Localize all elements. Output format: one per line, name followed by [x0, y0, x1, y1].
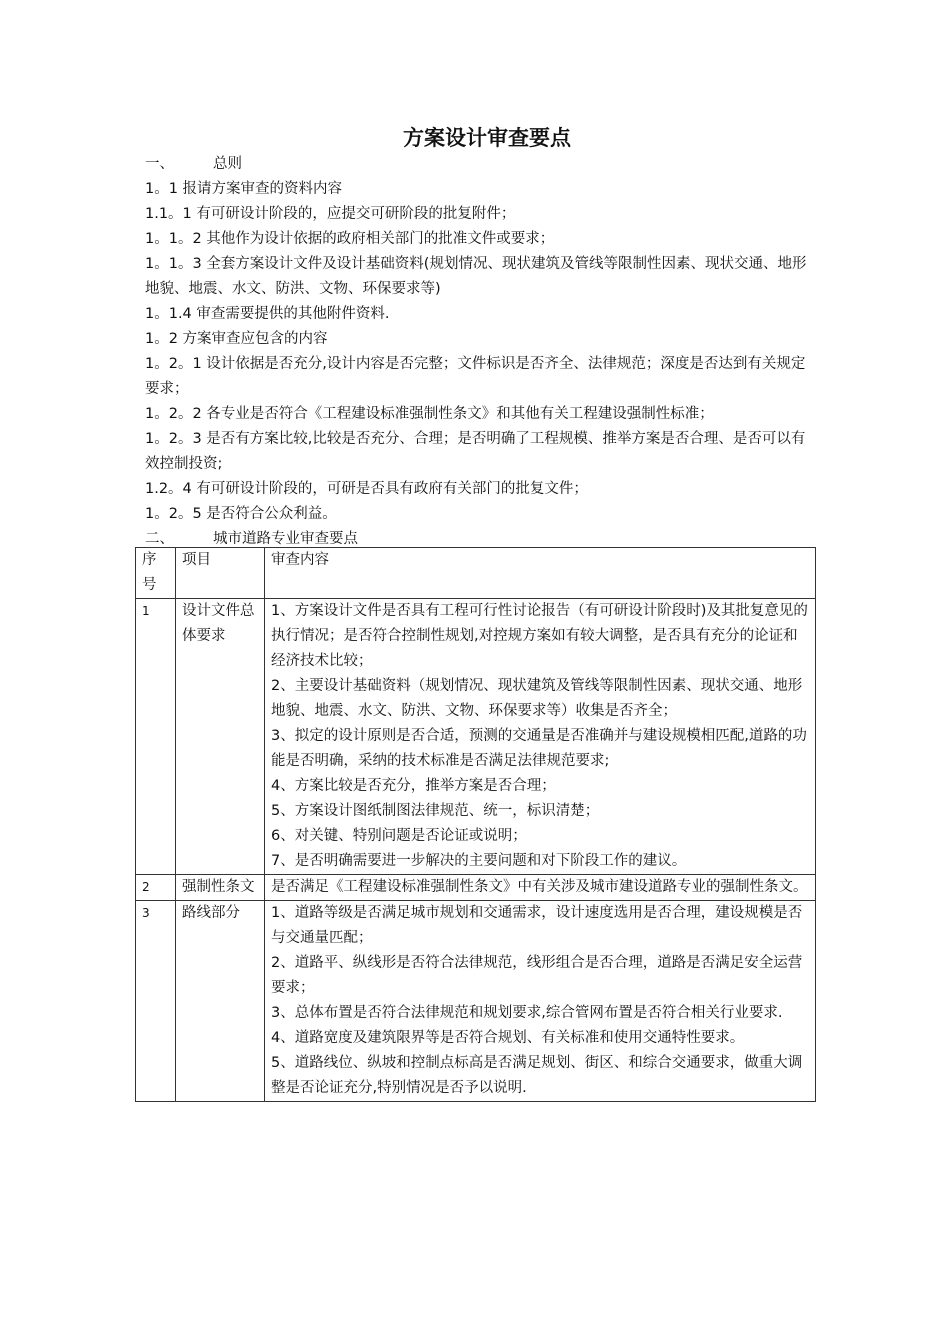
row-item: 强制性条文 [176, 875, 265, 901]
paragraph: 1。1 报请方案审查的资料内容 [145, 181, 343, 197]
row-number: 2 [136, 875, 176, 901]
content-line: 4、方案比较是否充分，推举方案是否合理； [271, 778, 556, 794]
content-line: 是否满足《工程建设标准强制性条文》中有关涉及城市建设道路专业的强制性条文。 [271, 879, 808, 895]
paragraph: 1。2。1 设计依据是否充分,设计内容是否完整；文件标识是否齐全、法律规范；深度是否达到有关规定要求； [145, 356, 806, 397]
table-header-row [136, 548, 816, 599]
section-title: 总则 [213, 156, 242, 172]
paragraph: 1。2。2 各专业是否符合《工程建设标准强制性条文》和其他有关工程建设强制性标准； [145, 406, 714, 422]
content-line: 7、是否明确需要进一步解决的主要问题和对下阶段工作的建议。 [271, 853, 687, 869]
paragraph: 1.2。4 有可研设计阶段的，可研是否具有政府有关部门的批复文件； [145, 481, 588, 497]
section-heading-1 [145, 152, 817, 177]
paragraph: 1。2。3 是否有方案比较,比较是否充分、合理；是否明确了工程规模、推举方案是否合理、是否可以有效控制投资; [145, 431, 806, 472]
content-line: 3、拟定的设计原则是否合适，预测的交通量是否准确并与建设规模相匹配,道路的功能是否明确，采纳的技术标准是否满足法律规范要求; [271, 728, 807, 769]
header-no: 序号 [136, 548, 176, 599]
row-content [265, 875, 816, 901]
row-number: 1 [136, 599, 176, 875]
section-number: 一、 [145, 156, 174, 172]
content-line: 2、道路平、纵线形是否符合法律规范，线形组合是否合理，道路是否满足安全运营要求； [271, 955, 803, 996]
content-line: 6、对关键、特别问题是否论证或说明； [271, 828, 527, 844]
paragraph: 1。2 方案审查应包含的内容 [145, 331, 328, 347]
paragraph: 1。1。2 其他作为设计依据的政府相关部门的批准文件或要求； [145, 231, 555, 247]
paragraph: 1。2。5 是否符合公众利益。 [145, 506, 337, 522]
table-row [136, 599, 816, 875]
table-row [136, 901, 816, 1102]
content-line: 1、道路等级是否满足城市规划和交通需求，设计速度选用是否合理，建设规模是否与交通量匹配； [271, 905, 803, 946]
document-body [145, 124, 817, 552]
row-item: 路线部分 [176, 901, 265, 1102]
row-item: 设计文件总体要求 [176, 599, 265, 875]
document-title: 方案设计审查要点 [403, 126, 571, 150]
section-title: 城市道路专业审查要点 [213, 531, 358, 547]
content-line: 1、方案设计文件是否具有工程可行性讨论报告（有可研设计阶段时)及其批复意见的执行情况；是否符合控制性规划,对控规方案如有较大调整，是否具有充分的论证和经济技术比较； [271, 603, 808, 669]
header-item: 项目 [176, 548, 265, 599]
content-line: 5、方案设计图纸制图法律规范、统一，标识清楚； [271, 803, 600, 819]
row-number: 3 [136, 901, 176, 1102]
review-table [135, 547, 816, 1102]
row-content [265, 901, 816, 1102]
content-line: 5、道路线位、纵坡和控制点标高是否满足规划、街区、和综合交通要求，做重大调整是否论证充分,特别情况是否予以说明. [271, 1055, 803, 1096]
paragraph: 1.1。1 有可研设计阶段的，应提交可研阶段的批复附件； [145, 206, 516, 222]
section-number: 二、 [145, 531, 174, 547]
table-row [136, 875, 816, 901]
content-line: 4、道路宽度及建筑限界等是否符合规划、有关标准和使用交通特性要求。 [271, 1030, 745, 1046]
content-line: 2、主要设计基础资料（规划情况、现状建筑及管线等限制性因素、现状交通、地形地貌、地震、水文、防洪、文物、环保要求等）收集是否齐全； [271, 678, 803, 719]
content-line: 3、总体布置是否符合法律规范和规划要求,综合管网布置是否符合相关行业要求. [271, 1005, 783, 1021]
row-content [265, 599, 816, 875]
header-content: 审查内容 [265, 548, 816, 599]
paragraph: 1。1。3 全套方案设计文件及设计基础资料(规划情况、现状建筑及管线等限制性因素、现状交通、地形地貌、地震、水文、防洪、文物、环保要求等) [145, 256, 807, 297]
paragraph: 1。1.4 审查需要提供的其他附件资料. [145, 306, 390, 322]
